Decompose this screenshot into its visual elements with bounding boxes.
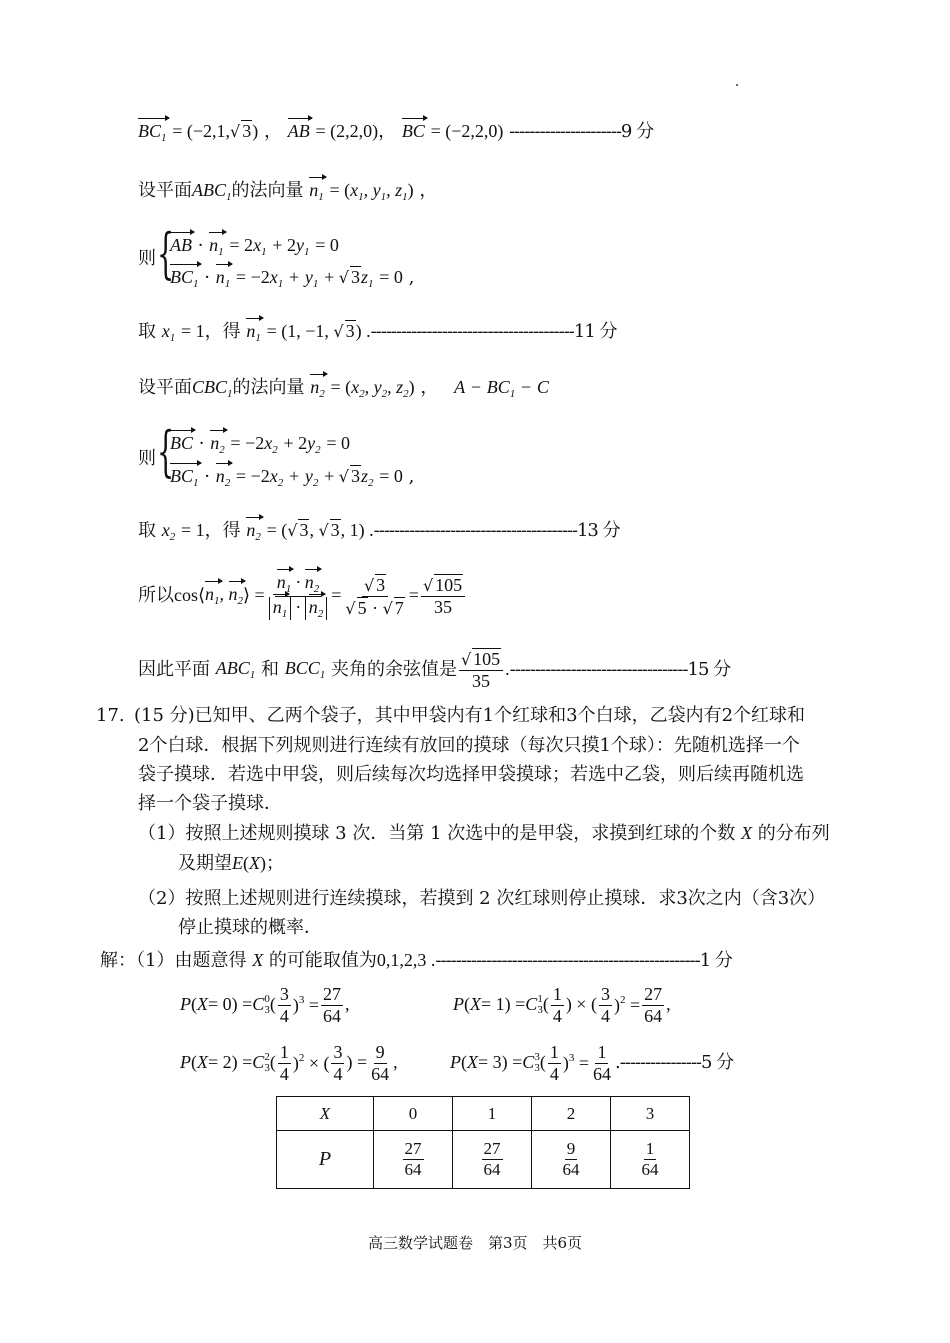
q17-number: 17. (96, 705, 125, 726)
q17-part1-line2: 及期望E(X)； (178, 853, 284, 874)
header-0: 0 (374, 1097, 453, 1131)
label-then-1: 则 (138, 248, 156, 269)
q17-line3: 袋子摸球．若选中甲袋，则后续每次均选择甲袋摸球；若选中乙袋，则后续再随机选 (138, 764, 804, 785)
q17-part1-line1: （1）按照上述规则摸球 3 次．当第 1 次选中的是甲袋，求摸到红球的个数 X 的分布列 (138, 823, 830, 844)
line-normal-1: 设平面$ABC_1$的法向量 $n_1 = (x_1$, $y_1$, $z_1$) ， (138, 180, 438, 203)
score-15: -----------------------------------15 分 (509, 658, 731, 680)
label-then-2: 则 (138, 448, 156, 469)
brace-1: { (157, 222, 175, 285)
cell-p0: $\frac{27}{64}$ (374, 1131, 453, 1189)
header-1: 1 (453, 1097, 532, 1131)
table-header-row (277, 1097, 690, 1131)
q17-part2-line1: （2）按照上述规则进行连续摸球，若摸到 2 次红球则停止摸球．求3次之内（含3次） (138, 888, 826, 909)
cell-p1: $\frac{27}{64}$ (453, 1131, 532, 1189)
header-3: 3 (611, 1097, 690, 1131)
header-x: X (277, 1097, 374, 1131)
eq-sys1-b: $BC_1 \cdot n_1 = -2x_1 + y_1$ + √ $3z_1 = 0$ , (170, 267, 415, 290)
score-9: ----------------------9 分 (509, 121, 654, 142)
table-prob-row (277, 1131, 690, 1189)
line-take-x2: 取 $x_2 = 1$，得 $n_2$ = (√ 3, √ 3, 1) .----------------------------------------13 分 (138, 520, 620, 543)
prob-x2: P ( X = 2) = C 2 3 ( $\frac{1}{4}$ )$^2$ × ( $\frac{3}{4}$ ) = $\frac{9}{64}$ , (180, 1042, 398, 1084)
score-1: ----------------------------------------------------1 分 (435, 950, 732, 971)
brace-2: { (157, 420, 175, 483)
prob-x3: P ( X = 3) = C 3 3 ( $\frac{1}{4}$ )$^3$ = $\frac{1}{64}$ .----------------5 分 (450, 1042, 734, 1084)
eq-sys1-a: AB · $n_1 = 2x_1 + 2y_1 = 0$ (170, 235, 339, 258)
line-take-x1: 取 $x_1 = 1$，得 $n_1 = (1$, −1, √ 3) .----------------------------------------11 分 (138, 321, 617, 344)
q17-line4: 择一个袋子摸球． (138, 793, 282, 814)
prob-x0: P ( X = 0) = C 0 3 ( $\frac{3}{4}$ )$^3$ = $\frac{27}{64}$ , (180, 984, 350, 1026)
distribution-table (276, 1096, 690, 1189)
prob-x1: P ( X = 1) = C 1 3 ( $\frac{1}{4}$ ) × ( $\frac{3}{4}$ )$^2$ = $\frac{27}{64}$ , (453, 984, 671, 1026)
line-conclusion: 因此平面 $ABC_1$ 和 $BCC_1$ 夹角的余弦值是 $\frac{√ 105}{35}$ . -----------------------------------15 分 (138, 649, 731, 691)
cell-p2: $\frac{9}{64}$ (532, 1131, 611, 1189)
line-cosine: 所以 cos⟨ $n_1$, $n_2$ ⟩ = $\frac{n_1 \cdot n_2}{n_1 \cdot n_2}$ = $\frac{√ 3}{√ 5 \cdot √ 7}$ = $\frac{√ 105}{35}$ (138, 572, 467, 620)
eq-sys2-b: $BC_1 \cdot n_2 = -2x_2 + y_2$ + √ $3z_2 = 0$ , (170, 466, 415, 489)
score-13: ----------------------------------------13 分 (373, 520, 620, 541)
q17-line1: (15 分)已知甲、乙两个袋子，其中甲袋内有1个红球和3个白球，乙袋内有2个红球和 (134, 705, 806, 726)
row-label-p: P (277, 1131, 374, 1189)
speck (736, 84, 738, 86)
q17-part2-line2: 停止摸球的概率． (178, 917, 322, 938)
line-vectors: $BC_1 = (-2,1,√$ 3) ， AB = (2,2,0)， BC = (−2,2,0) ----------------------9 分 (138, 121, 654, 144)
header-2: 2 (532, 1097, 611, 1131)
q17-line2: 2个白球．根据下列规则进行连续有放回的摸球（每次只摸1个球）：先随机选择一个 (138, 735, 800, 756)
cell-p3: $\frac{1}{64}$ (611, 1131, 690, 1189)
line-normal-2: 设平面$CBC_1$的法向量 $n_2 = (x_2$, $y_2$, $z_2$) ， $A - BC_1 - C$ (138, 377, 549, 400)
solution-line1: 解：（1）由题意得 X 的可能取值为0,1,2,3 .----------------------------------------------------1 分 (100, 950, 732, 971)
score-5: .----------------5 分 (614, 1052, 734, 1074)
score-11: ----------------------------------------11 分 (370, 321, 617, 342)
page-footer: 高三数学试题卷 第3页 共6页 (367, 1234, 583, 1252)
eq-sys2-a: BC · $n_2 = -2x_2 + 2y_2 = 0$ (170, 433, 351, 456)
